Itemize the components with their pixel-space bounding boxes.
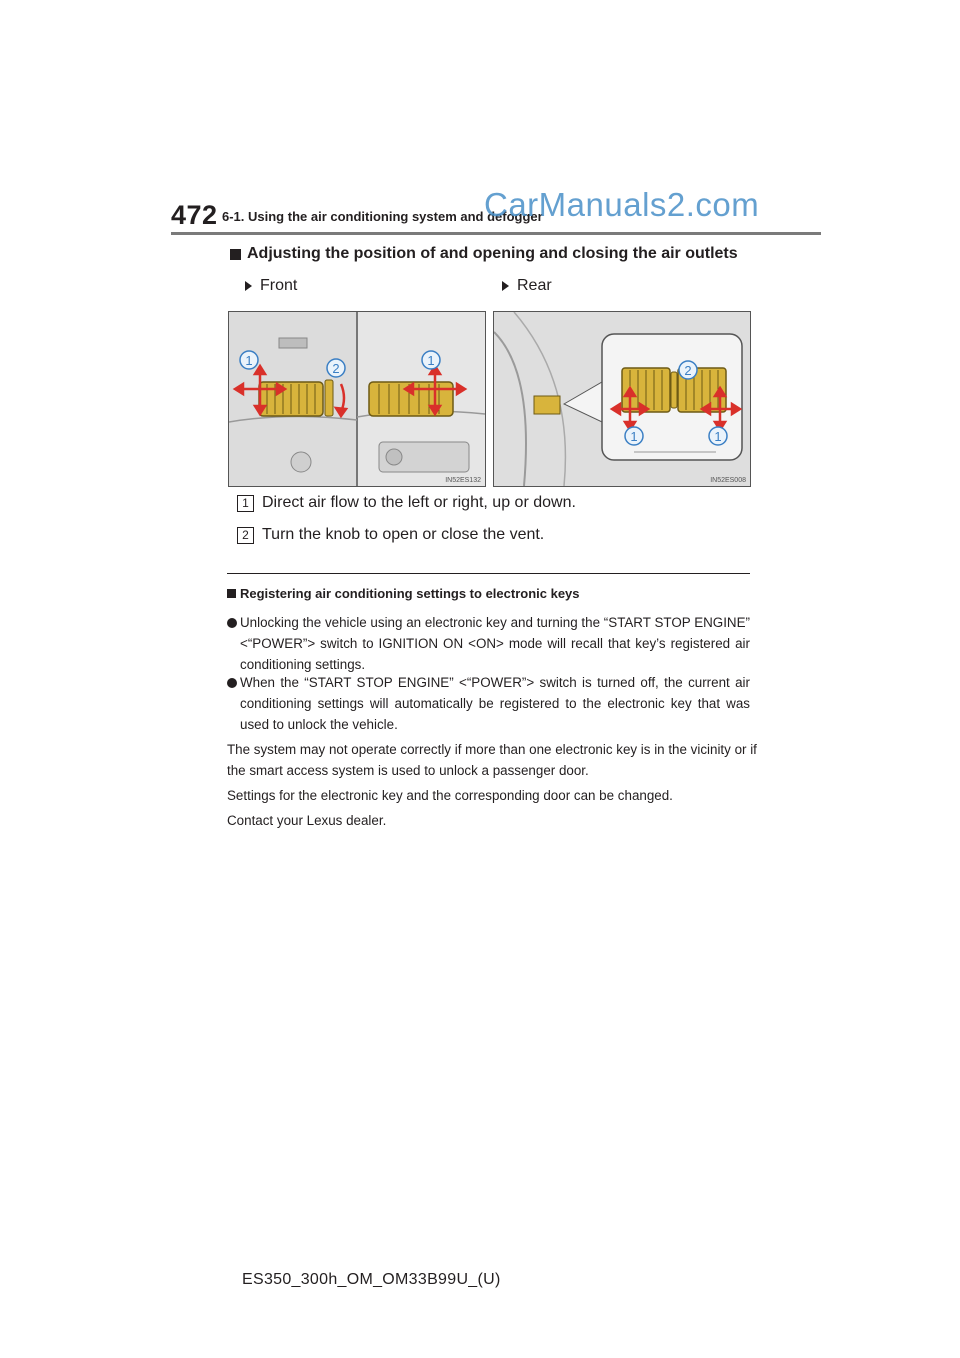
section-heading-text: Adjusting the position of and opening and closing the air outlets (247, 245, 738, 262)
callout-number: 2 (237, 527, 254, 544)
header-rule (171, 232, 821, 235)
triangle-bullet-icon (245, 281, 252, 291)
callout-text: Turn the knob to open or close the vent. (262, 526, 545, 543)
watermark: CarManuals2.com (484, 186, 760, 223)
front-vents-drawing (229, 312, 485, 486)
square-bullet-icon (227, 589, 236, 598)
sublabel-front (245, 277, 297, 295)
section-heading (230, 245, 738, 263)
callout-item (237, 526, 544, 544)
info-bullet-text: Unlocking the vehicle using an electronic key and turning the “START STOP ENGINE” <“POWER”> switch to IGNITION ON <ON> mode will recall that key’s registered air conditioning settings. (240, 615, 750, 672)
sublabel-rear-text: Rear (517, 277, 552, 294)
info-paragraph: Settings for the electronic key and the corresponding door can be changed. (227, 788, 673, 803)
callout-item (237, 494, 576, 512)
info-divider (227, 573, 750, 574)
page-number: 472 (171, 200, 218, 230)
square-bullet-icon (230, 249, 241, 260)
section-title: 6-1. Using the air conditioning system and defogger (222, 209, 543, 224)
rear-vents-illustration (493, 311, 751, 487)
info-paragraph: The system may not operate correctly if more than one electronic key is in the vicinity or if the smart access system is used to unlock a passenger door. (227, 742, 757, 778)
info-bullet (227, 612, 750, 675)
info-heading-text: Registering air conditioning settings to electronic keys (240, 586, 580, 601)
front-vents-illustration (228, 311, 486, 487)
bullet-dot-icon (227, 618, 237, 628)
bullet-dot-icon (227, 678, 237, 688)
footer-code: ES350_300h_OM_OM33B99U_(U) (242, 1271, 501, 1288)
info-bullet-text: When the “START STOP ENGINE” <“POWER”> switch is turned off, the current air conditioning settings will automatically be registered to the electronic key that was used to unlock the vehicle. (240, 675, 750, 732)
info-paragraph: Contact your Lexus dealer. (227, 813, 387, 828)
marker-1: 1 (427, 353, 435, 368)
info-heading (227, 586, 580, 601)
marker-2: 2 (684, 363, 692, 378)
callout-text: Direct air flow to the left or right, up or down. (262, 494, 576, 511)
marker-1: 1 (714, 429, 722, 444)
rear-illustration-code: IN52ES008 (710, 477, 746, 484)
triangle-bullet-icon (502, 281, 509, 291)
marker-2: 2 (332, 361, 340, 376)
marker-1: 1 (630, 429, 638, 444)
sublabel-front-text: Front (260, 277, 298, 294)
info-bullet (227, 672, 750, 735)
sublabel-rear (502, 277, 552, 295)
callout-number: 1 (237, 495, 254, 512)
rear-vents-drawing (494, 312, 750, 486)
marker-1: 1 (245, 353, 253, 368)
front-illustration-code: IN52ES132 (445, 477, 481, 484)
